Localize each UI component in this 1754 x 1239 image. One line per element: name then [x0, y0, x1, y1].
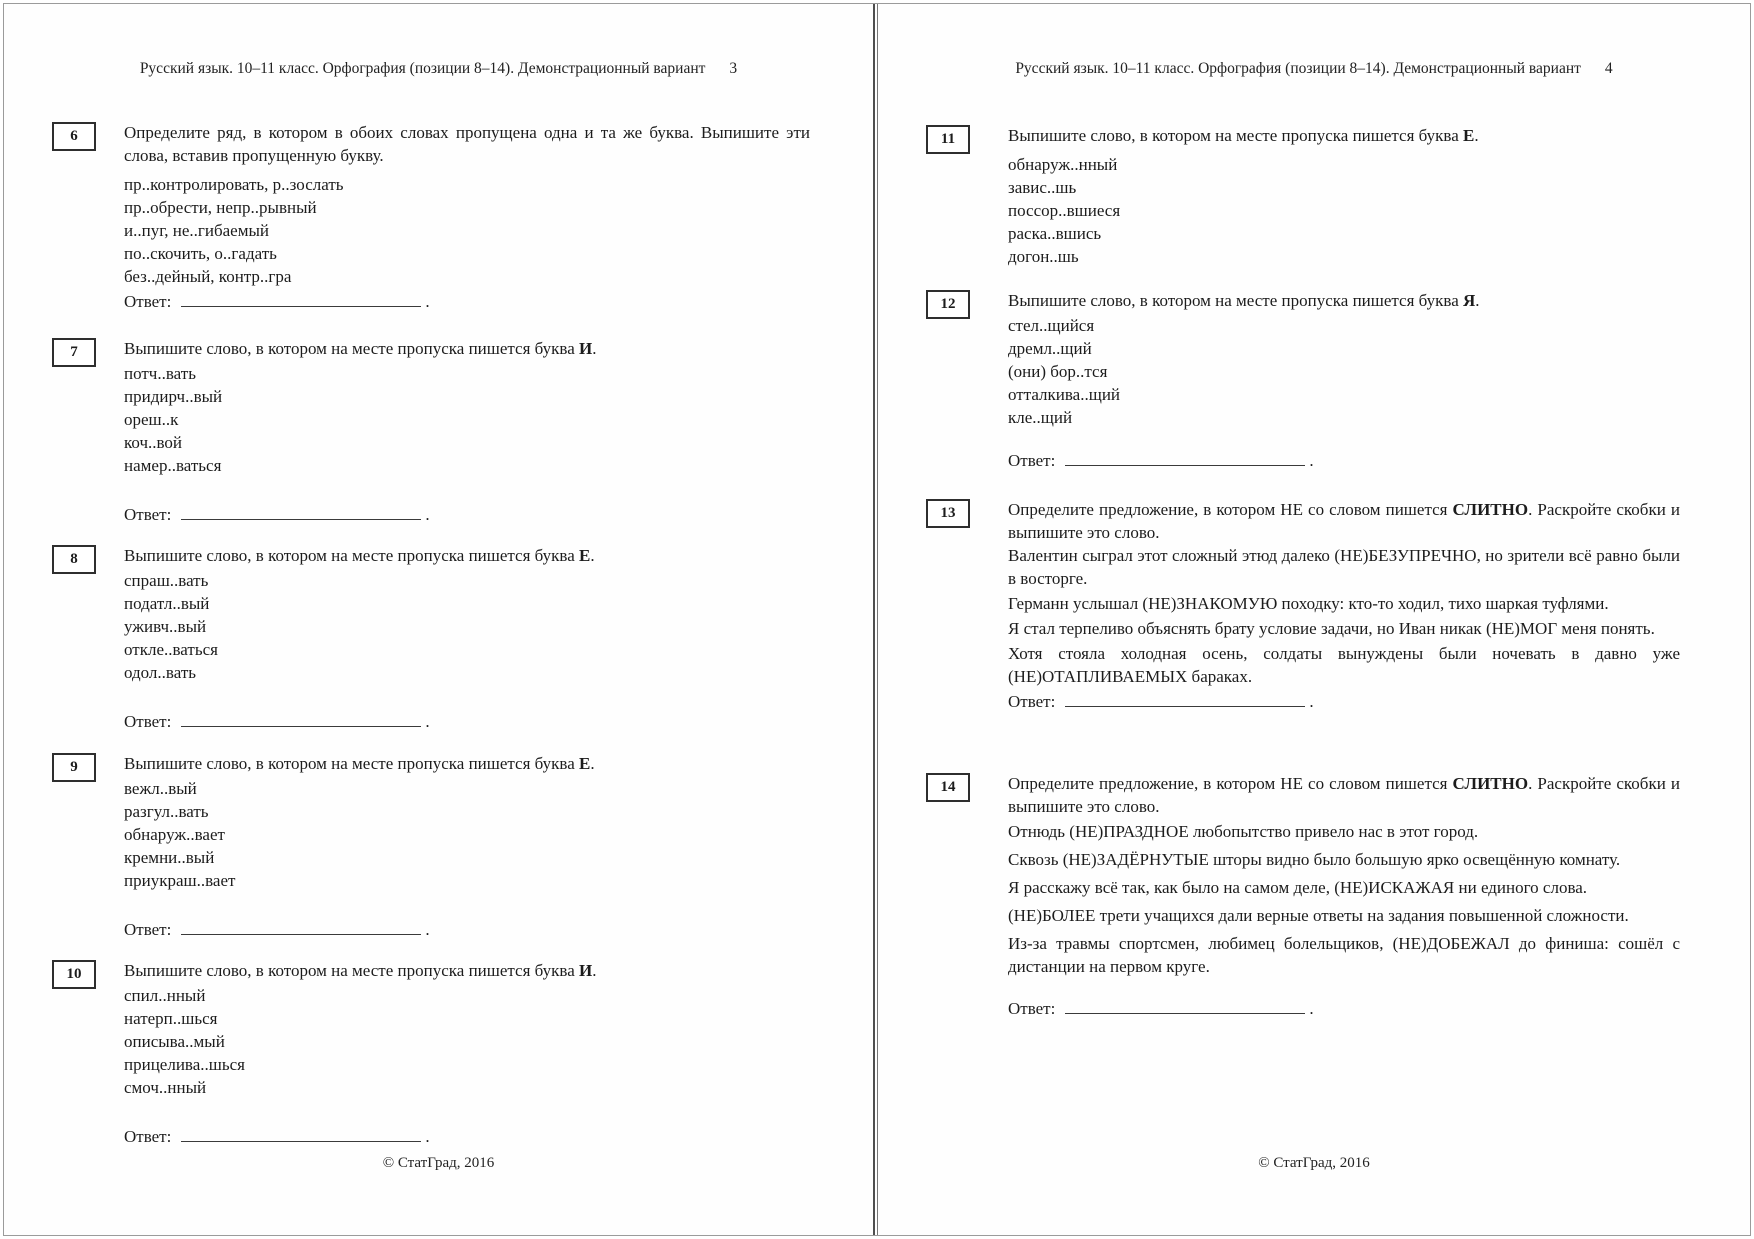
option-line: дремл..щий: [1008, 339, 1092, 358]
option-line: кремни..вый: [124, 848, 215, 867]
option-line: догон..шь: [1008, 247, 1079, 266]
option-line: спил..нный: [124, 986, 206, 1005]
question-number-box: [926, 499, 970, 528]
prompt-bold-letter: И: [579, 339, 593, 358]
prompt-text: Выпишите слово, в котором на месте пропуска пишется буква: [124, 961, 575, 980]
question-number-box: [926, 125, 970, 154]
prompt-tail: . Раскройте скобки и выпишите это слово.: [1008, 774, 1680, 816]
answer-label: Ответ:: [124, 292, 172, 311]
answer-row: [1008, 690, 1680, 713]
header-page-number: 4: [1604, 60, 1613, 77]
option-line: кле..щий: [1008, 408, 1073, 427]
option-line: прицелива..шься: [124, 1055, 245, 1074]
question-13: [878, 498, 1750, 713]
options-list: [124, 173, 810, 288]
answer-label: Ответ:: [1008, 999, 1056, 1018]
answer-label: Ответ:: [124, 712, 172, 731]
answer-period: .: [1309, 999, 1314, 1018]
question-number: 14: [940, 779, 956, 795]
prompt-bold-word: СЛИТНО: [1452, 774, 1529, 793]
option-line: по..скочить, о..гадать: [124, 244, 277, 263]
question-number: 10: [66, 966, 82, 982]
sentence: Я расскажу всё так, как было на самом деле, (НЕ)ИСКАЖАЯ ни единого слова.: [1008, 878, 1588, 897]
option-line: потч..вать: [124, 364, 196, 383]
sentence: Я стал терпеливо объяснять брату условие задачи, но Иван никак (НЕ)МОГ меня понять.: [1008, 619, 1655, 638]
option-line: намер..ваться: [124, 456, 222, 475]
option-line: поссор..вшиеся: [1008, 201, 1121, 220]
prompt-tail: .: [590, 754, 595, 773]
option-line: завис..шь: [1008, 178, 1077, 197]
options-list: [1008, 314, 1680, 429]
option-line: стел..щийся: [1008, 316, 1095, 335]
answer-blank: [181, 920, 421, 935]
answer-blank: [1065, 999, 1305, 1014]
page-footer: © СтатГрад, 2016: [382, 1155, 495, 1171]
answer-period: .: [1309, 692, 1314, 711]
question-number: 9: [70, 759, 78, 775]
answer-blank: [181, 1127, 421, 1142]
answer-label: Ответ:: [124, 920, 172, 939]
answer-period: .: [425, 920, 430, 939]
answer-row: [124, 710, 810, 733]
question-prompt: [124, 121, 810, 167]
answer-label: Ответ:: [1008, 451, 1056, 470]
sentence-list: [1008, 820, 1680, 978]
options-list: [124, 569, 810, 684]
option-line: и..пуг, не..гибаемый: [124, 221, 269, 240]
option-line: (они) бор..тся: [1008, 362, 1108, 381]
question-10: [4, 959, 873, 1148]
question-6: [4, 121, 873, 313]
option-line: придирч..вый: [124, 387, 223, 406]
answer-label: Ответ:: [124, 1127, 172, 1146]
options-list: [124, 777, 810, 892]
question-number: 8: [70, 551, 78, 567]
question-number-box: [52, 753, 96, 782]
options-list: [124, 362, 810, 477]
option-line: обнаруж..вает: [124, 825, 225, 844]
answer-row: [124, 918, 810, 941]
option-line: спраш..вать: [124, 571, 209, 590]
question-14: [878, 772, 1750, 1020]
sentence: Отнюдь (НЕ)ПРАЗДНОЕ любопытство привело нас в этот город.: [1008, 822, 1479, 841]
prompt-bold-letter: Е: [1463, 126, 1475, 145]
prompt-bold-letter: Я: [1463, 291, 1476, 310]
sentence: Сквозь (НЕ)ЗАДЁРНУТЫЕ шторы видно было большую ярко освещённую комнату.: [1008, 850, 1621, 869]
answer-row: [124, 503, 810, 526]
prompt-bold-letter: Е: [579, 546, 591, 565]
prompt-tail: .: [592, 961, 597, 980]
question-prompt: [1008, 289, 1680, 312]
option-line: пр..обрести, непр..рывный: [124, 198, 317, 217]
answer-row: [124, 290, 810, 313]
options-list: [1008, 153, 1680, 268]
option-line: ореш..к: [124, 410, 179, 429]
question-number: 11: [940, 131, 956, 147]
question-prompt: [1008, 772, 1680, 818]
option-line: без..дейный, контр..гра: [124, 267, 292, 286]
prompt-tail: .: [1475, 291, 1480, 310]
answer-period: .: [425, 712, 430, 731]
option-line: приукраш..вает: [124, 871, 236, 890]
answer-label: Ответ:: [124, 505, 172, 524]
question-number-box: [926, 773, 970, 802]
page-3: [4, 4, 873, 1235]
answer-period: .: [425, 292, 430, 311]
option-line: откле..ваться: [124, 640, 218, 659]
prompt-tail: .: [592, 339, 597, 358]
prompt-bold-word: СЛИТНО: [1452, 500, 1529, 519]
answer-blank: [181, 712, 421, 727]
option-line: коч..вой: [124, 433, 183, 452]
option-line: смоч..нный: [124, 1078, 207, 1097]
option-line: вежл..вый: [124, 779, 197, 798]
answer-blank: [181, 292, 421, 307]
sentence-list: [1008, 544, 1680, 688]
prompt-text: Выпишите слово, в котором на месте пропуска пишется буква: [124, 754, 575, 773]
question-prompt: [124, 752, 810, 775]
page-header: [4, 60, 873, 78]
header-page-number: 3: [729, 60, 738, 77]
answer-blank: [181, 505, 421, 520]
prompt-text: Выпишите слово, в котором на месте пропуска пишется буква: [1008, 291, 1459, 310]
prompt-text: Выпишите слово, в котором на месте пропуска пишется буква: [124, 339, 575, 358]
question-number: 12: [940, 296, 956, 312]
document-sheet: [3, 3, 1751, 1236]
answer-row: [124, 1125, 810, 1148]
answer-blank: [1065, 451, 1305, 466]
sentence: Хотя стояла холодная осень, солдаты вынуждены были ночевать в давно уже (НЕ)ОТАПЛИВАЕМЫХ бараках.: [1008, 644, 1680, 686]
prompt-tail: . Раскройте скобки и выпишите это слово.: [1008, 500, 1680, 542]
prompt-bold-letter: Е: [579, 754, 591, 773]
option-line: отталкива..щий: [1008, 385, 1121, 404]
answer-label: Ответ:: [1008, 692, 1056, 711]
question-9: [4, 752, 873, 941]
question-prompt: [124, 959, 810, 982]
question-number-box: [52, 122, 96, 151]
option-line: раска..вшись: [1008, 224, 1102, 243]
sentence: Из-за травмы спортсмен, любимец болельщиков, (НЕ)ДОБЕЖАЛ до финиша: сошёл с дистанции на первом круге.: [1008, 934, 1680, 976]
question-number-box: [52, 545, 96, 574]
question-11: [878, 124, 1750, 268]
prompt-text: Определите предложение, в котором НЕ со словом пишется: [1008, 774, 1448, 793]
question-prompt: [124, 337, 810, 360]
sentence: Германн услышал (НЕ)ЗНАКОМУЮ походку: кто-то ходил, тихо шаркая туфлями.: [1008, 594, 1609, 613]
option-line: податл..вый: [124, 594, 210, 613]
answer-row: [1008, 997, 1680, 1020]
sentence: Валентин сыграл этот сложный этюд далеко (НЕ)БЕЗУПРЕЧНО, но зрители всё равно были в восторге.: [1008, 546, 1680, 588]
question-number: 13: [940, 505, 956, 521]
answer-blank: [1065, 692, 1305, 707]
option-line: описыва..мый: [124, 1032, 225, 1051]
answer-period: .: [1309, 451, 1314, 470]
prompt-tail: .: [590, 546, 595, 565]
question-number-box: [926, 290, 970, 319]
page-footer: © СтатГрад, 2016: [1258, 1155, 1370, 1171]
question-prompt: [1008, 124, 1680, 147]
option-line: натерп..шься: [124, 1009, 218, 1028]
option-line: разгул..вать: [124, 802, 209, 821]
prompt-text: Выпишите слово, в котором на месте пропуска пишется буква: [124, 546, 575, 565]
question-number-box: [52, 338, 96, 367]
prompt-text: Определите ряд, в котором в обоих словах пропущена одна и та же буква. Выпишите эти слова, вставив пропущенную букву.: [124, 123, 810, 165]
answer-row: [1008, 449, 1680, 472]
sentence: (НЕ)БОЛЕЕ трети учащихся дали верные ответы на задания повышенной сложности.: [1008, 906, 1629, 925]
prompt-bold-letter: И: [579, 961, 593, 980]
question-number-box: [52, 960, 96, 989]
page-4: [878, 4, 1750, 1235]
question-number: 7: [70, 344, 78, 360]
question-prompt: [124, 544, 810, 567]
question-12: [878, 289, 1750, 472]
header-title: Русский язык. 10–11 класс. Орфография (позиции 8–14). Демонстрационный вариант: [139, 60, 706, 77]
option-line: уживч..вый: [124, 617, 207, 636]
answer-period: .: [425, 505, 430, 524]
option-line: обнаруж..нный: [1008, 155, 1118, 174]
prompt-tail: .: [1474, 126, 1479, 145]
question-number: 6: [70, 128, 78, 144]
page-header: [878, 60, 1750, 78]
answer-period: .: [425, 1127, 430, 1146]
question-7: [4, 337, 873, 526]
option-line: одол..вать: [124, 663, 197, 682]
option-line: пр..контролировать, р..зослать: [124, 175, 344, 194]
prompt-text: Выпишите слово, в котором на месте пропуска пишется буква: [1008, 126, 1459, 145]
question-prompt: [1008, 498, 1680, 544]
header-title: Русский язык. 10–11 класс. Орфография (позиции 8–14). Демонстрационный вариант: [1015, 60, 1581, 77]
question-8: [4, 544, 873, 733]
options-list: [124, 984, 810, 1099]
prompt-text: Определите предложение, в котором НЕ со словом пишется: [1008, 500, 1448, 519]
